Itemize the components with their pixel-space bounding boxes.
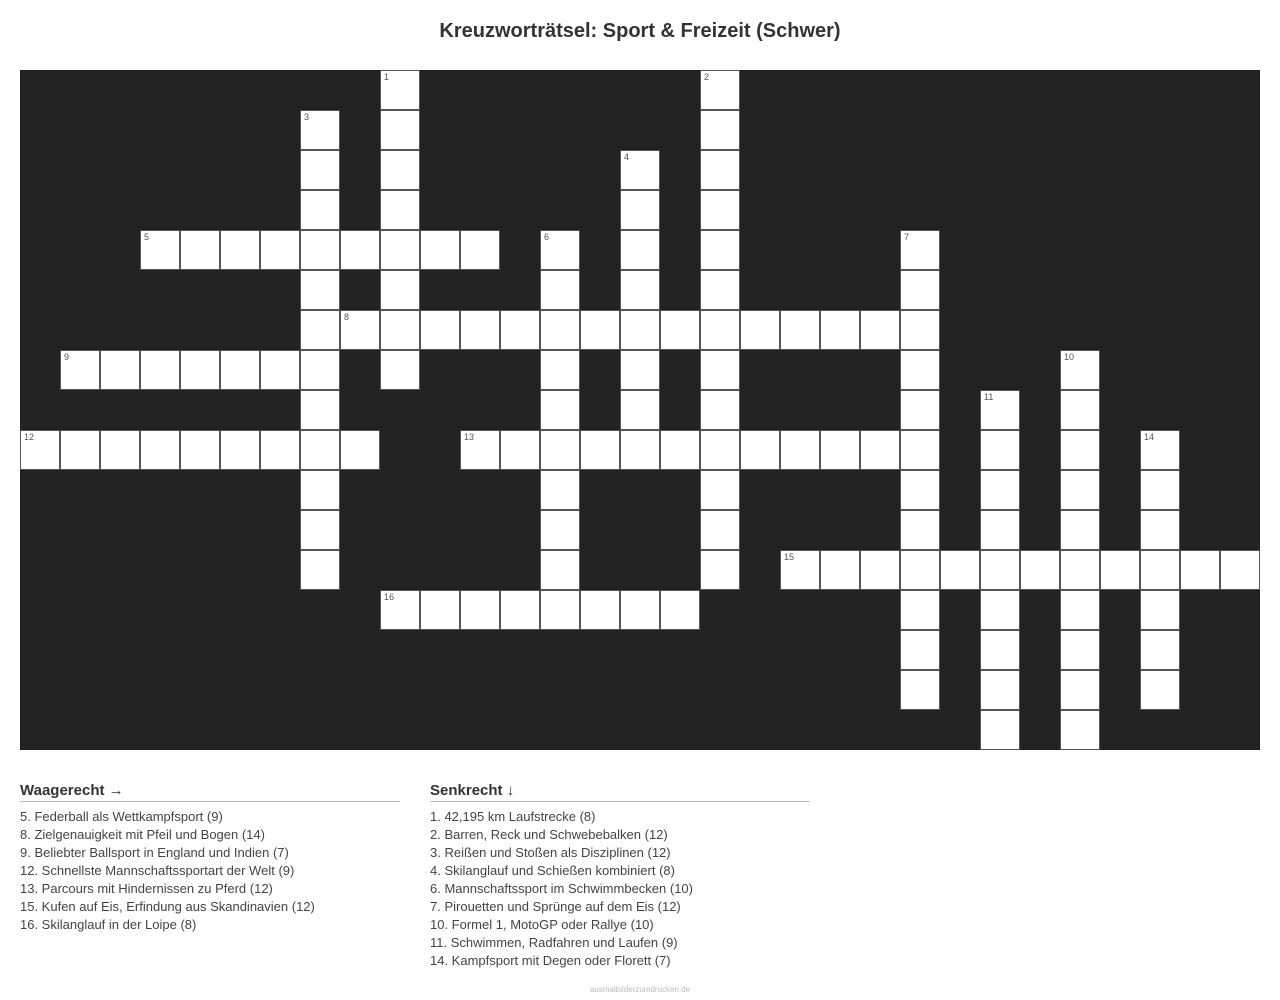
grid-cell[interactable] — [980, 590, 1020, 630]
grid-cell[interactable] — [1180, 550, 1220, 590]
grid-cell[interactable] — [380, 270, 420, 310]
grid-cell[interactable] — [980, 430, 1020, 470]
grid-cell[interactable] — [980, 470, 1020, 510]
grid-cell[interactable] — [620, 190, 660, 230]
grid-cell[interactable] — [420, 230, 460, 270]
grid-cell[interactable] — [700, 510, 740, 550]
down-heading: Senkrecht ↓ — [430, 782, 810, 802]
grid-cell[interactable] — [300, 230, 340, 270]
grid-cell[interactable] — [300, 270, 340, 310]
grid-cell[interactable] — [540, 590, 580, 630]
grid-cell[interactable] — [860, 550, 900, 590]
grid-cell[interactable] — [780, 430, 820, 470]
grid-cell[interactable] — [1100, 550, 1140, 590]
grid-cell[interactable] — [900, 430, 940, 470]
grid-cell[interactable] — [700, 190, 740, 230]
grid-cell[interactable] — [380, 350, 420, 390]
grid-cell[interactable] — [540, 390, 580, 430]
grid-cell[interactable] — [1060, 390, 1100, 430]
grid-cell[interactable] — [740, 310, 780, 350]
grid-cell[interactable] — [380, 150, 420, 190]
grid-cell[interactable] — [700, 230, 740, 270]
grid-cell[interactable] — [900, 510, 940, 550]
grid-cell[interactable] — [900, 390, 940, 430]
grid-cell[interactable] — [540, 270, 580, 310]
grid-cell[interactable] — [580, 430, 620, 470]
grid-cell[interactable] — [820, 550, 860, 590]
grid-cell[interactable] — [660, 590, 700, 630]
grid-cell[interactable] — [540, 430, 580, 470]
grid-cell[interactable] — [620, 590, 660, 630]
down-clue: 1. 42,195 km Laufstrecke (8) — [430, 809, 596, 824]
down-clue: 2. Barren, Reck und Schwebebalken (12) — [430, 827, 668, 842]
grid-cell[interactable] — [460, 590, 500, 630]
grid-cell[interactable] — [1140, 630, 1180, 670]
grid-cell[interactable] — [300, 430, 340, 470]
grid-cell[interactable] — [620, 390, 660, 430]
grid-cell[interactable] — [460, 430, 500, 470]
grid-cell[interactable] — [1060, 550, 1100, 590]
down-clue: 10. Formel 1, MotoGP oder Rallye (10) — [430, 917, 654, 932]
grid-cell[interactable] — [380, 70, 420, 110]
grid-cell[interactable] — [700, 470, 740, 510]
clue-number: 14 — [1144, 432, 1155, 442]
grid-cell[interactable] — [540, 310, 580, 350]
grid-cell[interactable] — [700, 110, 740, 150]
grid-cell[interactable] — [340, 230, 380, 270]
across-heading: Waagerecht → — [20, 782, 400, 802]
grid-cell[interactable] — [60, 350, 100, 390]
clue-number: 8 — [344, 312, 350, 322]
down-clue: 14. Kampfsport mit Degen oder Florett (7) — [430, 953, 671, 968]
grid-cell[interactable] — [180, 430, 220, 470]
grid-cell[interactable] — [1140, 470, 1180, 510]
grid-cell[interactable] — [340, 310, 380, 350]
grid-cell[interactable] — [780, 550, 820, 590]
crossword-grid — [20, 70, 1260, 750]
grid-cell[interactable] — [220, 430, 260, 470]
across-clue: 15. Kufen auf Eis, Erfindung aus Skandinavien (12) — [20, 899, 315, 914]
grid-cell[interactable] — [700, 550, 740, 590]
grid-cell[interactable] — [300, 350, 340, 390]
clue-number: 1 — [384, 72, 390, 82]
grid-cell[interactable] — [300, 110, 340, 150]
grid-cell[interactable] — [620, 310, 660, 350]
grid-cell[interactable] — [540, 350, 580, 390]
clue-number: 3 — [304, 112, 310, 122]
grid-cell[interactable] — [900, 310, 940, 350]
clue-number: 6 — [544, 232, 550, 242]
grid-cell[interactable] — [740, 430, 780, 470]
grid-cell[interactable] — [300, 470, 340, 510]
across-clue: 8. Zielgenauigkeit mit Pfeil und Bogen (14) — [20, 827, 265, 842]
grid-cell[interactable] — [460, 230, 500, 270]
page-title: Kreuzworträtsel: Sport & Freizeit (Schwer) — [439, 20, 841, 42]
grid-cell[interactable] — [900, 590, 940, 630]
grid-cell[interactable] — [980, 510, 1020, 550]
grid-cell[interactable] — [260, 350, 300, 390]
grid-cell[interactable] — [620, 230, 660, 270]
grid-cell[interactable] — [1060, 430, 1100, 470]
grid-cell[interactable] — [300, 510, 340, 550]
grid-cell[interactable] — [700, 70, 740, 110]
across-clue-list — [20, 808, 400, 934]
grid-cell[interactable] — [620, 430, 660, 470]
down-clue: 4. Skilanglauf und Schießen kombiniert (8) — [430, 863, 675, 878]
grid-cell[interactable] — [900, 550, 940, 590]
grid-cell[interactable] — [900, 630, 940, 670]
clue-number: 13 — [464, 432, 475, 442]
grid-cell[interactable] — [300, 150, 340, 190]
grid-cell[interactable] — [220, 350, 260, 390]
across-clue: 5. Federball als Wettkampfsport (9) — [20, 809, 223, 824]
grid-cell[interactable] — [580, 590, 620, 630]
grid-cell[interactable] — [420, 310, 460, 350]
grid-cell[interactable] — [540, 470, 580, 510]
grid-cell[interactable] — [900, 350, 940, 390]
across-clue: 9. Beliebter Ballsport in England und Indien (7) — [20, 845, 289, 860]
grid-cell[interactable] — [660, 430, 700, 470]
grid-cell[interactable] — [860, 310, 900, 350]
grid-cell[interactable] — [1060, 470, 1100, 510]
grid-cell[interactable] — [260, 230, 300, 270]
grid-cell[interactable] — [100, 430, 140, 470]
grid-cell[interactable] — [1060, 670, 1100, 710]
grid-cell[interactable] — [500, 430, 540, 470]
down-clue: 3. Reißen und Stoßen als Disziplinen (12) — [430, 845, 671, 860]
grid-cell[interactable] — [1020, 550, 1060, 590]
grid-cell[interactable] — [1060, 630, 1100, 670]
down-clue: 7. Pirouetten und Sprünge auf dem Eis (12) — [430, 899, 681, 914]
grid-cell[interactable] — [700, 430, 740, 470]
grid-cell[interactable] — [380, 590, 420, 630]
grid-cell[interactable] — [780, 310, 820, 350]
grid-cell[interactable] — [980, 390, 1020, 430]
grid-cell[interactable] — [980, 550, 1020, 590]
grid-cell[interactable] — [340, 430, 380, 470]
grid-cell[interactable] — [620, 270, 660, 310]
grid-cell[interactable] — [1140, 510, 1180, 550]
clue-number: 9 — [64, 352, 70, 362]
grid-cell[interactable] — [1060, 590, 1100, 630]
grid-cell[interactable] — [700, 350, 740, 390]
grid-cell[interactable] — [220, 230, 260, 270]
footer-credit: ausmalbilderzumdrucken.de — [589, 985, 691, 994]
grid-cell[interactable] — [900, 270, 940, 310]
clue-number: 11 — [984, 392, 994, 402]
down-clue-list — [430, 808, 810, 970]
grid-cell[interactable] — [1060, 510, 1100, 550]
grid-cell[interactable] — [20, 430, 60, 470]
across-clue: 16. Skilanglauf in der Loipe (8) — [20, 917, 197, 932]
grid-cell[interactable] — [820, 310, 860, 350]
grid-cell[interactable] — [300, 190, 340, 230]
grid-cell[interactable] — [700, 390, 740, 430]
across-clues — [20, 782, 400, 934]
clue-number: 4 — [624, 152, 630, 162]
grid-cell[interactable] — [300, 390, 340, 430]
clue-number: 16 — [384, 592, 395, 602]
grid-cell[interactable] — [300, 550, 340, 590]
clue-number: 10 — [1064, 352, 1075, 362]
grid-cell[interactable] — [1220, 550, 1260, 590]
grid-cell[interactable] — [980, 630, 1020, 670]
grid-cell[interactable] — [820, 430, 860, 470]
grid-cell[interactable] — [940, 550, 980, 590]
grid-cell[interactable] — [620, 350, 660, 390]
grid-cell[interactable] — [380, 310, 420, 350]
grid-cell[interactable] — [500, 310, 540, 350]
grid-cell[interactable] — [860, 430, 900, 470]
grid-cell[interactable] — [300, 310, 340, 350]
grid-cell[interactable] — [380, 230, 420, 270]
down-clues — [430, 782, 810, 970]
grid-cell[interactable] — [260, 430, 300, 470]
clue-number: 2 — [704, 72, 710, 82]
grid-cell[interactable] — [540, 230, 580, 270]
grid-cell[interactable] — [500, 590, 540, 630]
grid-cell[interactable] — [380, 190, 420, 230]
grid-cell[interactable] — [1060, 710, 1100, 750]
grid-cell[interactable] — [380, 110, 420, 150]
grid-cell[interactable] — [1140, 430, 1180, 470]
clue-number: 12 — [24, 432, 35, 442]
down-clue: 6. Mannschaftssport im Schwimmbecken (10) — [430, 881, 693, 896]
grid-cell[interactable] — [700, 310, 740, 350]
grid-cell[interactable] — [140, 430, 180, 470]
grid-cell[interactable] — [700, 270, 740, 310]
grid-cell[interactable] — [140, 350, 180, 390]
grid-cell[interactable] — [1140, 670, 1180, 710]
across-clue: 13. Parcours mit Hindernissen zu Pferd (12) — [20, 881, 273, 896]
grid-cell[interactable] — [660, 310, 700, 350]
grid-cell[interactable] — [140, 230, 180, 270]
grid-cell[interactable] — [540, 550, 580, 590]
grid-cell[interactable] — [980, 670, 1020, 710]
clue-number: 7 — [904, 232, 910, 242]
grid-cell[interactable] — [1140, 550, 1180, 590]
grid-cell[interactable] — [460, 310, 500, 350]
down-clue: 11. Schwimmen, Radfahren und Laufen (9) — [430, 935, 678, 950]
grid-cell[interactable] — [700, 150, 740, 190]
grid-cell[interactable] — [1060, 350, 1100, 390]
grid-cell[interactable] — [980, 710, 1020, 750]
clue-number: 5 — [144, 232, 150, 242]
grid-cell[interactable] — [620, 150, 660, 190]
grid-cell[interactable] — [900, 470, 940, 510]
grid-cell[interactable] — [580, 310, 620, 350]
grid-cell[interactable] — [900, 670, 940, 710]
grid-cell[interactable] — [100, 350, 140, 390]
grid-cell[interactable] — [540, 510, 580, 550]
grid-cell[interactable] — [180, 230, 220, 270]
grid-cell[interactable] — [900, 230, 940, 270]
across-clue: 12. Schnellste Mannschaftssportart der Welt (9) — [20, 863, 295, 878]
grid-cell[interactable] — [180, 350, 220, 390]
grid-cell[interactable] — [60, 430, 100, 470]
grid-cell[interactable] — [420, 590, 460, 630]
grid-cell[interactable] — [1140, 590, 1180, 630]
clue-number: 15 — [784, 552, 795, 562]
